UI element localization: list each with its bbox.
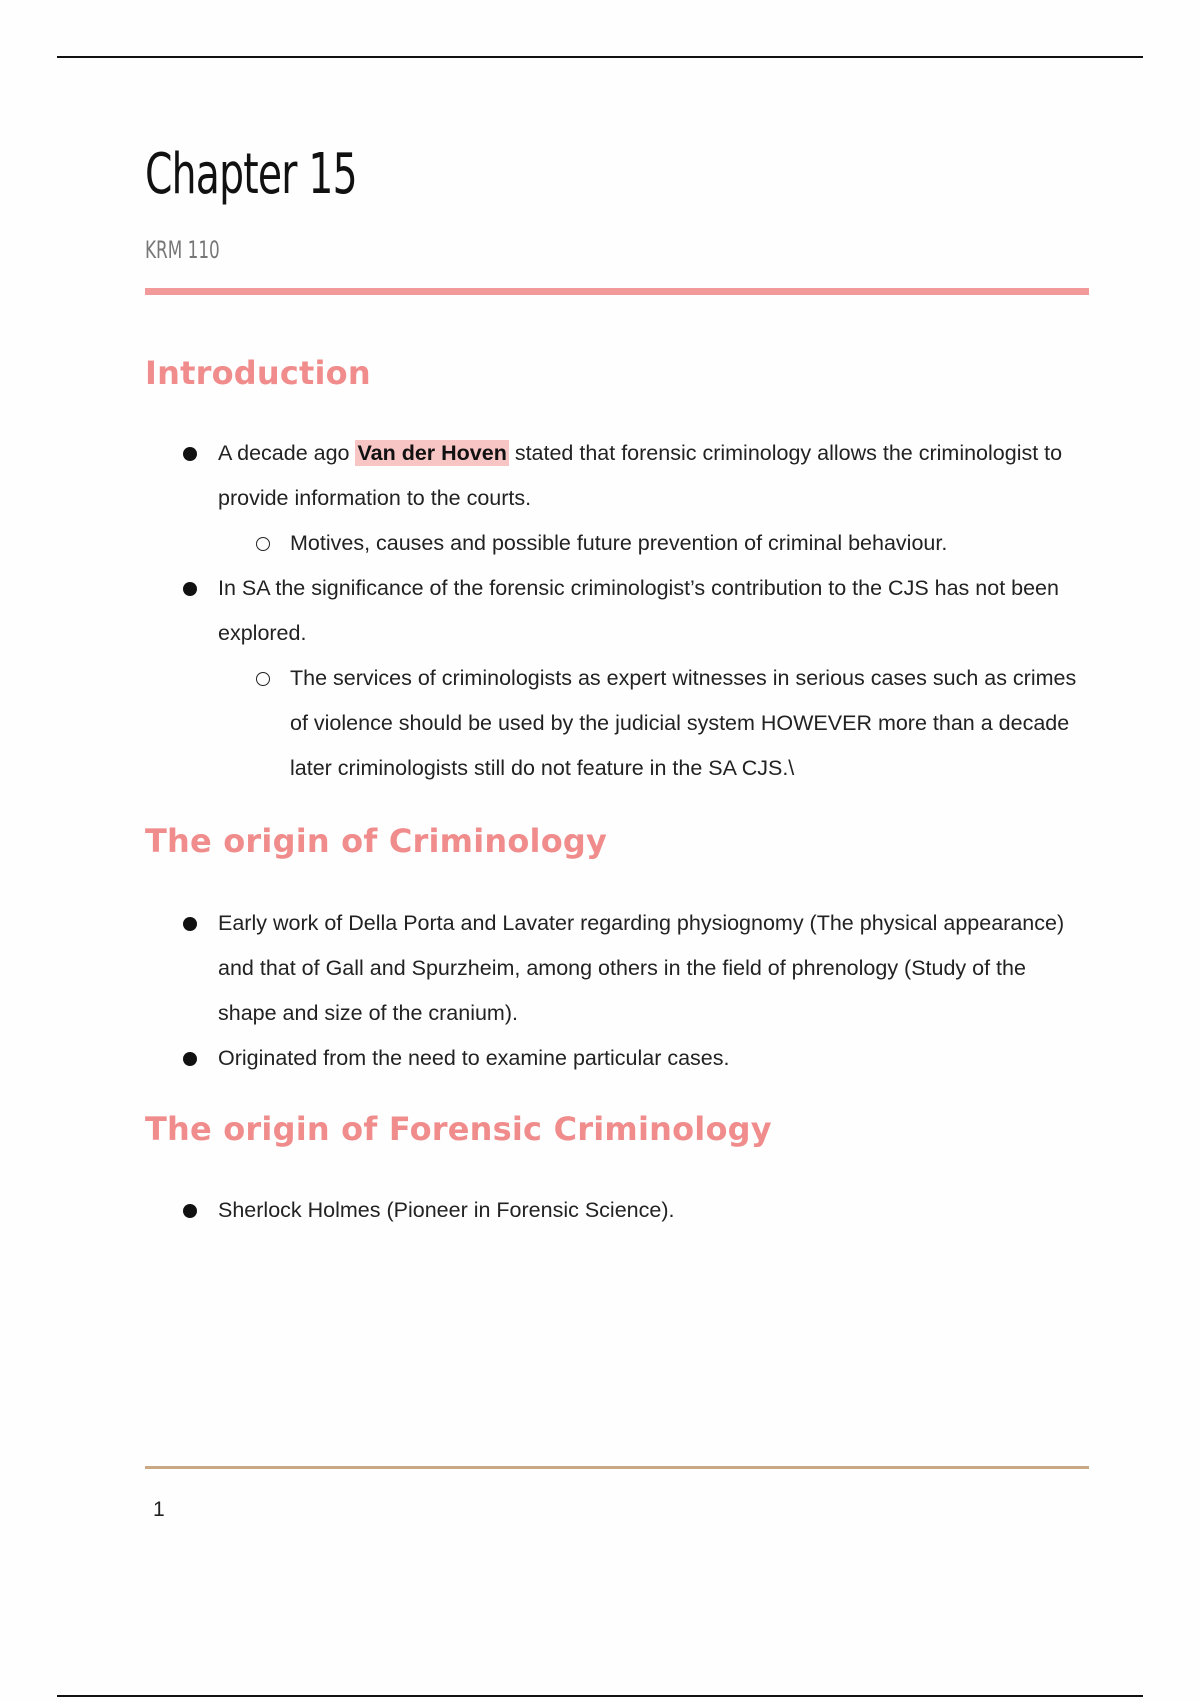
list-item [145, 521, 1089, 566]
hollow-bullet-icon [256, 537, 270, 551]
list-item [145, 566, 1089, 656]
list-item-text: In SA the significance of the forensic criminologist’s contribution to the CJS has not been explored. [218, 576, 1059, 645]
footer-divider [145, 1466, 1089, 1469]
origin-criminology-bullet-list [145, 901, 1089, 1081]
bullet-icon [183, 582, 197, 596]
section-heading-origin-criminology: The origin of Criminology [145, 822, 608, 860]
bullet-icon [183, 1052, 197, 1066]
list-item-text: Originated from the need to examine particular cases. [218, 1046, 730, 1070]
page-bottom-border [57, 1695, 1143, 1697]
list-item [145, 901, 1089, 1036]
title-divider [145, 288, 1089, 295]
section-heading-origin-forensic-criminology: The origin of Forensic Criminology [145, 1110, 772, 1148]
list-item-text: The services of criminologists as expert witnesses in serious cases such as crimes of violence should be used by the judicial system HOWEVER more than a decade later criminologists still do not feature in the SA CJS.\ [290, 666, 1077, 780]
list-item [145, 1188, 1089, 1233]
page-title: Chapter 15 [145, 142, 357, 207]
bullet-icon [183, 447, 197, 461]
list-item-text: Early work of Della Porta and Lavater regarding physiognomy (The physical appearance) and that of Gall and Spurzheim, among others in the field of phrenology (Study of the shape and size of the cranium). [218, 911, 1065, 1025]
list-item [145, 431, 1089, 521]
bullet-icon [183, 917, 197, 931]
hollow-bullet-icon [256, 672, 270, 686]
origin-forensic-criminology-bullet-list [145, 1188, 1089, 1233]
list-item-text-suffix: stated that forensic criminology allows the criminologist to provide information to the courts. [218, 441, 1063, 510]
page-top-border [57, 56, 1143, 58]
list-item [145, 1036, 1089, 1081]
list-item-text-prefix: A decade ago [218, 441, 356, 465]
list-item [145, 656, 1089, 791]
list-item-text: Sherlock Holmes (Pioneer in Forensic Science). [218, 1198, 675, 1222]
page-subtitle: KRM 110 [145, 236, 220, 264]
bullet-icon [183, 1204, 197, 1218]
list-item-text: Motives, causes and possible future prevention of criminal behaviour. [290, 531, 948, 555]
page-number: 1 [153, 1498, 165, 1521]
highlighted-name: Van der Hoven [357, 441, 507, 465]
introduction-bullet-list [145, 431, 1089, 791]
section-heading-introduction: Introduction [145, 354, 371, 392]
